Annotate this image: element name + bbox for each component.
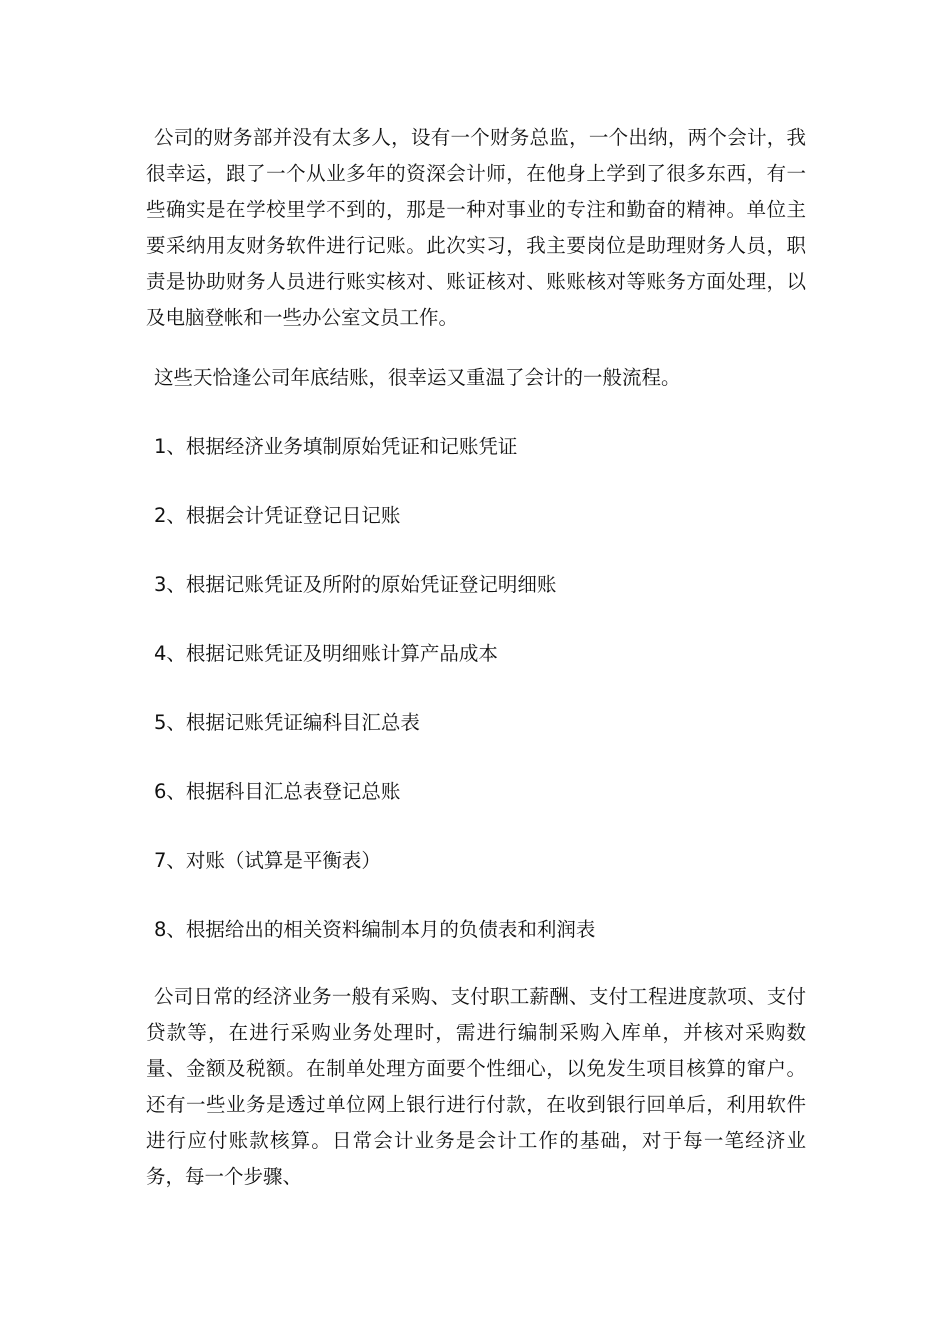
list-item: 7、对账（试算是平衡表）: [154, 849, 381, 872]
list-item: 2、根据会计凭证登记日记账: [154, 504, 401, 527]
list-item: 3、根据记账凭证及所附的原始凭证登记明细账: [154, 573, 557, 596]
list-item: 6、根据科目汇总表登记总账: [154, 780, 401, 803]
intro-paragraph: 公司的财务部并没有太多人，设有一个财务总监，一个出纳，两个会计，我很幸运，跟了一个从业多年的资深会计师，在他身上学到了很多东西，有一些确实是在学校里学不到的，那是一种对事业的专注和勤奋的精神。单位主要采纳用友财务软件进行记账。此次实习，我主要岗位是助理财务人员，职责是协助财务人员进行账实核对、账证核对、账账核对等账务方面处理，以及电脑登帐和一些办公室文员工作。: [146, 126, 806, 329]
list-item: 8、根据给出的相关资料编制本月的负债表和利润表: [154, 918, 596, 941]
document-body: [146, 120, 806, 1195]
list-item: 1、根据经济业务填制原始凭证和记账凭证: [154, 435, 518, 458]
list-item: 5、根据记账凭证编科目汇总表: [154, 711, 420, 734]
accounting-steps-list: [146, 429, 806, 948]
closing-paragraph: 公司日常的经济业务一般有采购、支付职工薪酬、支付工程进度款项、支付贷款等，在进行采购业务处理时，需进行编制采购入库单，并核对采购数量、金额及税额。在制单处理方面要个性细心，以免发生项目核算的窜户。还有一些业务是透过单位网上银行进行付款，在收到银行回单后，利用软件进行应付账款核算。日常会计业务是会计工作的基础，对于每一笔经济业务，每一个步骤、: [146, 985, 806, 1188]
lead-paragraph: 这些天恰逢公司年底结账，很幸运又重温了会计的一般流程。: [154, 366, 681, 389]
list-item: 4、根据记账凭证及明细账计算产品成本: [154, 642, 498, 665]
